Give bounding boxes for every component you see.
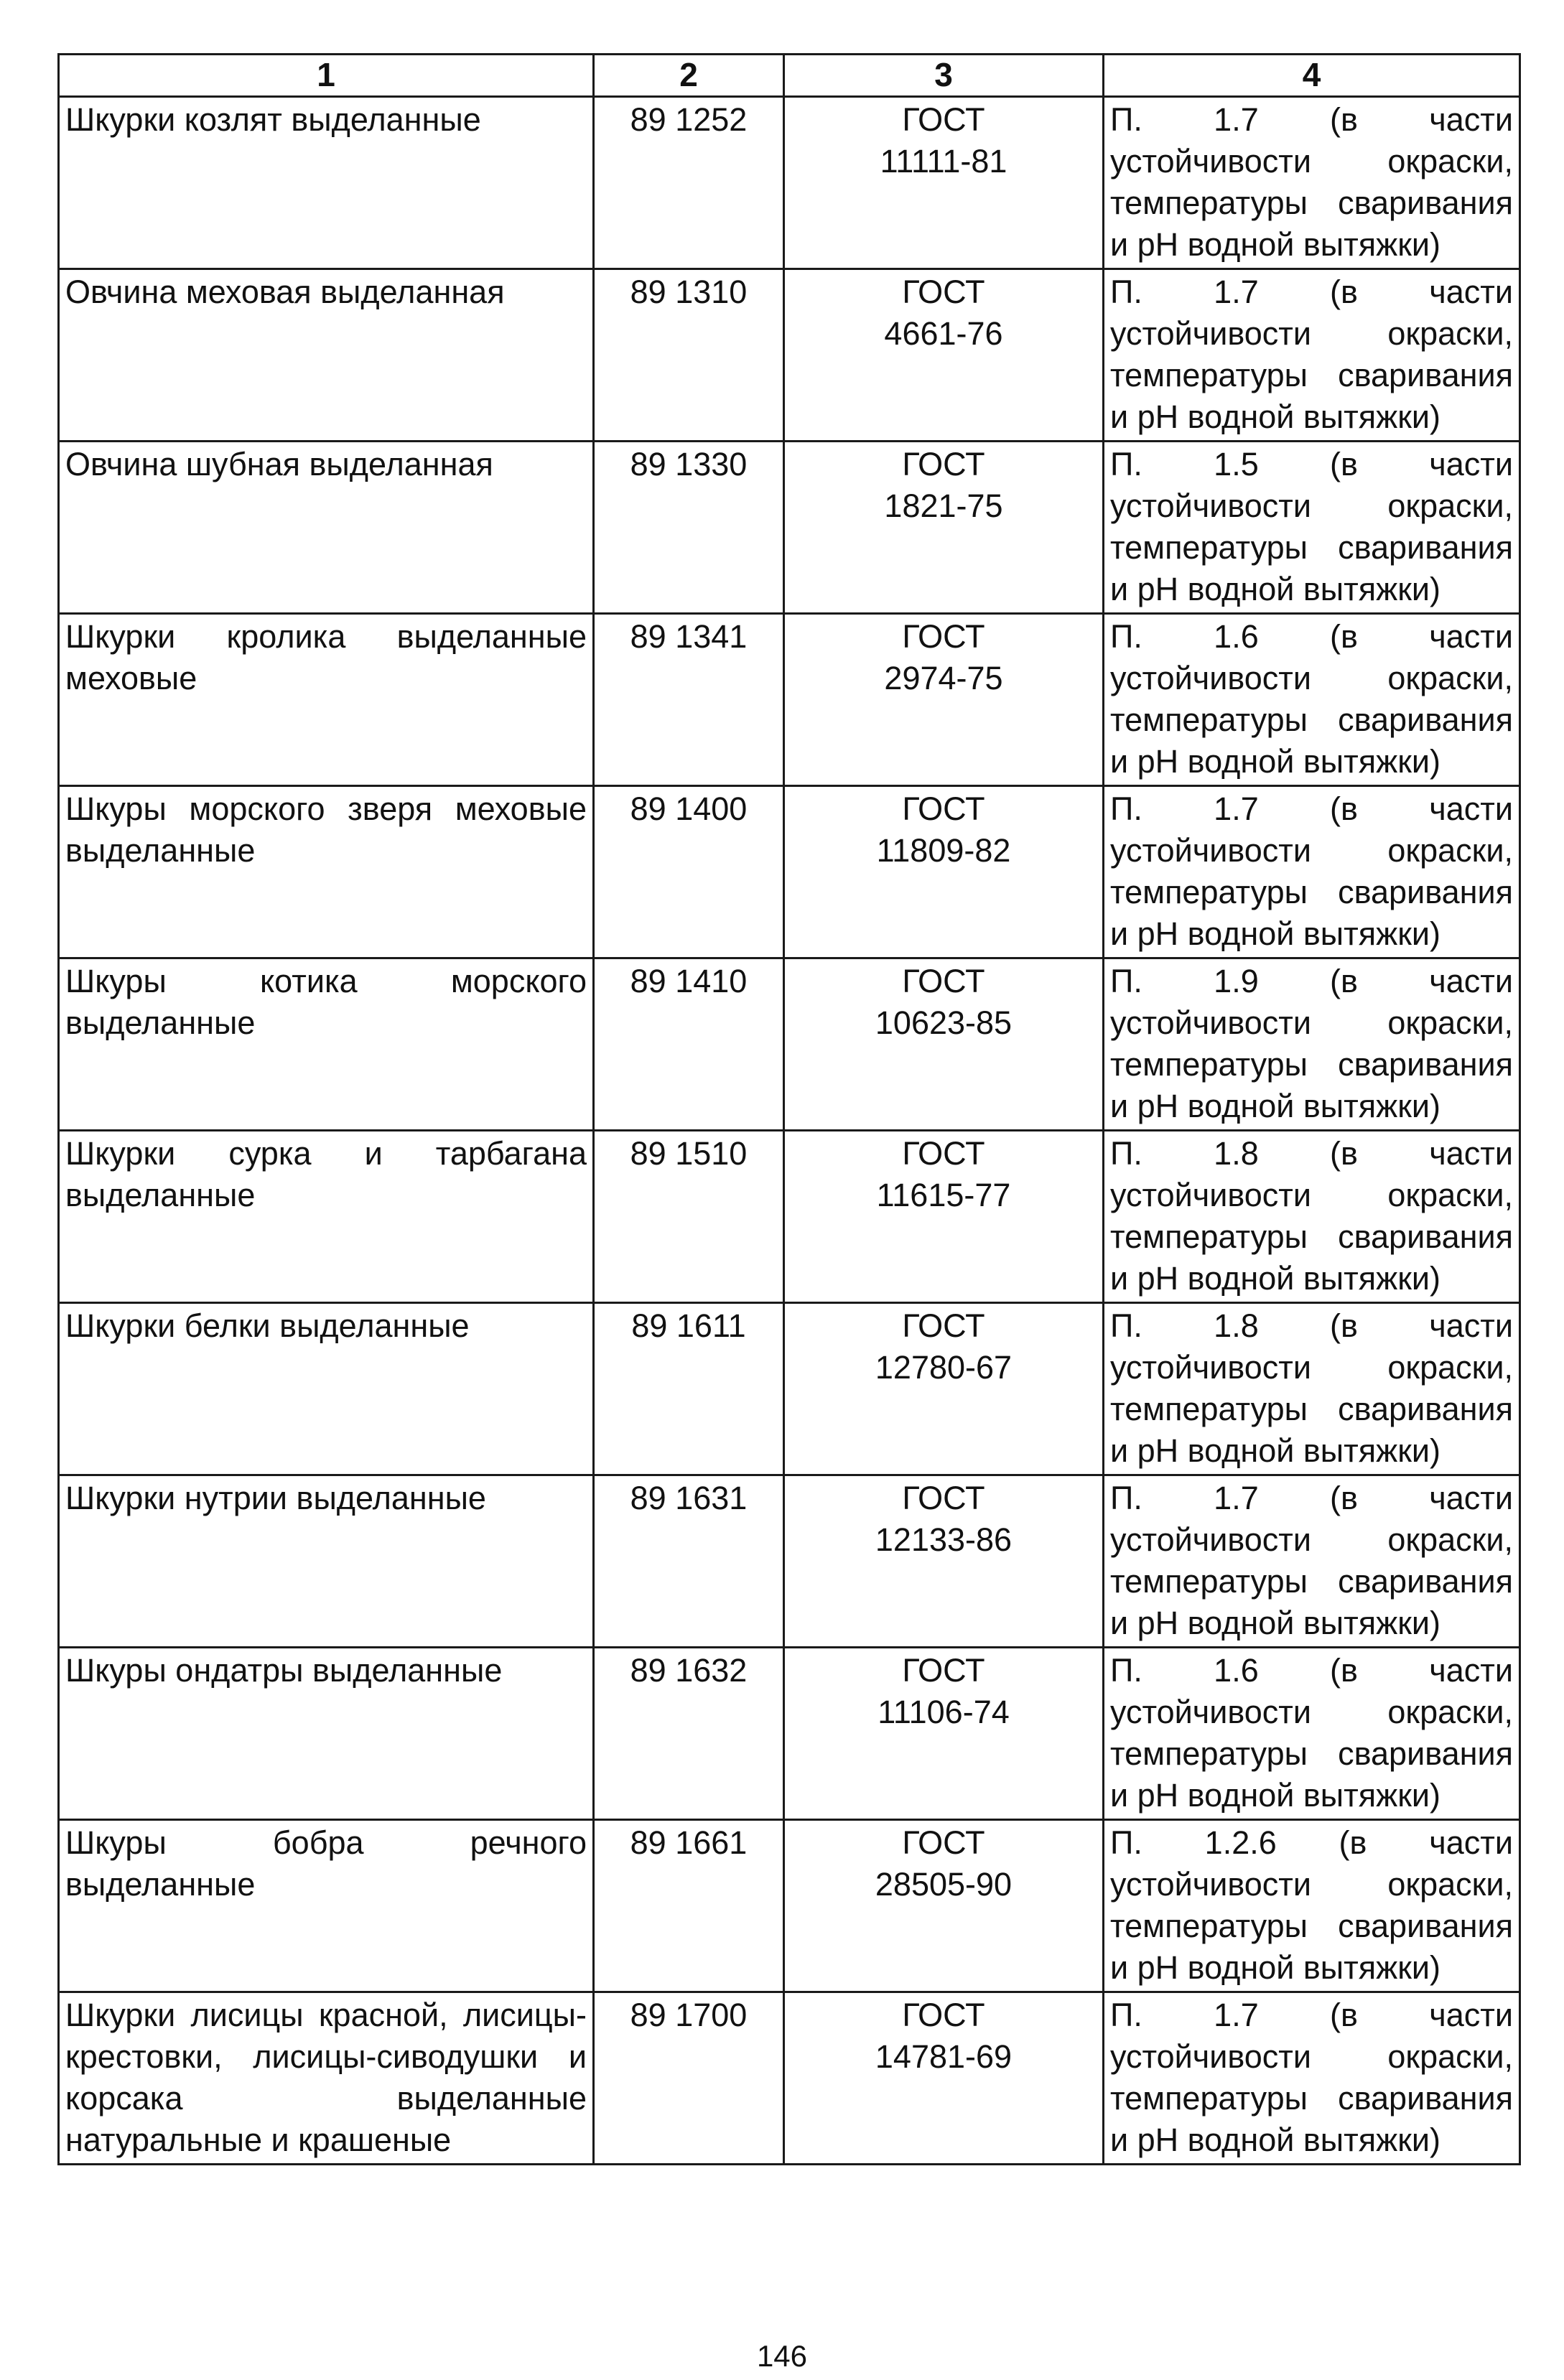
product-code-cell: 89 1611 [594,1303,784,1475]
standard-prefix: ГОСТ [902,1652,985,1689]
page-number: 146 [756,2339,808,2373]
standard-number: 2974-75 [884,660,1003,696]
product-name-cell: Шкурки кролика выделанные меховые [59,614,594,786]
requirements-cell: П. 1.5 (в части устойчивости окраски, температуры сваривания и pH водной вытяжки) [1104,442,1520,614]
standard-cell [784,1820,1104,1992]
product-code-cell: 89 1661 [594,1820,784,1992]
requirements-cell: П. 1.7 (в части устойчивости окраски, температуры сваривания и pH водной вытяжки) [1104,269,1520,442]
requirements-cell: П. 1.8 (в части устойчивости окраски, температуры сваривания и pH водной вытяжки) [1104,1303,1520,1475]
product-name-cell: Шкуры котика морского выделанные [59,958,594,1131]
product-name-cell: Шкурки козлят выделанные [59,97,594,269]
standard-prefix: ГОСТ [902,1307,985,1344]
standard-cell [784,1131,1104,1303]
product-name-cell: Шкурки сурка и тарбагана выделанные [59,1131,594,1303]
standard-prefix: ГОСТ [902,618,985,655]
standard-prefix: ГОСТ [902,446,985,482]
product-name-cell: Овчина меховая выделанная [59,269,594,442]
requirements-cell: П. 1.6 (в части устойчивости окраски, температуры сваривания и pH водной вытяжки) [1104,1648,1520,1820]
requirements-cell: П. 1.7 (в части устойчивости окраски, температуры сваривания и pH водной вытяжки) [1104,1992,1520,2165]
standard-prefix: ГОСТ [902,101,985,138]
product-code-cell: 89 1252 [594,97,784,269]
table-row [59,1303,1520,1475]
product-code-cell: 89 1632 [594,1648,784,1820]
standard-number: 11809-82 [876,832,1011,869]
product-code-cell: 89 1510 [594,1131,784,1303]
table-row [59,1820,1520,1992]
standard-number: 11615-77 [876,1177,1011,1213]
table-body [59,97,1520,2165]
standard-number: 11111-81 [880,143,1007,179]
product-name-cell: Шкурки лисицы красной, лисицы-крестовки, лисицы-сиводушки и корсака выделанные натуральные и крашеные [59,1992,594,2165]
requirements-cell: П. 1.8 (в части устойчивости окраски, температуры сваривания и pH водной вытяжки) [1104,1131,1520,1303]
product-code-cell: 89 1341 [594,614,784,786]
requirements-cell: П. 1.7 (в части устойчивости окраски, температуры сваривания и pH водной вытяжки) [1104,97,1520,269]
standard-number: 1821-75 [884,487,1003,524]
standard-cell [784,1648,1104,1820]
standard-number: 12780-67 [875,1349,1013,1386]
standard-prefix: ГОСТ [902,963,985,999]
column-header-3: 3 [784,55,1104,97]
requirements-cell: П. 1.7 (в части устойчивости окраски, температуры сваривания и pH водной вытяжки) [1104,1475,1520,1648]
table-row [59,1648,1520,1820]
product-name-cell: Шкуры морского зверя меховые выделанные [59,786,594,958]
standard-prefix: ГОСТ [902,1135,985,1172]
product-code-cell: 89 1310 [594,269,784,442]
product-code-cell: 89 1400 [594,786,784,958]
standard-cell [784,1992,1104,2165]
table-row [59,614,1520,786]
standard-cell [784,442,1104,614]
table-row [59,1992,1520,2165]
standard-cell [784,97,1104,269]
standard-prefix: ГОСТ [902,1480,985,1516]
product-name-cell: Шкуры ондатры выделанные [59,1648,594,1820]
standard-cell [784,614,1104,786]
standards-table [57,53,1521,2165]
standard-number: 4661-76 [884,315,1003,352]
requirements-cell: П. 1.9 (в части устойчивости окраски, температуры сваривания и pH водной вытяжки) [1104,958,1520,1131]
product-code-cell: 89 1700 [594,1992,784,2165]
table-row [59,442,1520,614]
requirements-cell: П. 1.2.6 (в части устойчивости окраски, температуры сваривания и pH водной вытяжки) [1104,1820,1520,1992]
product-name-cell: Шкуры бобра речного выделанные [59,1820,594,1992]
product-code-cell: 89 1330 [594,442,784,614]
table-row [59,97,1520,269]
standard-prefix: ГОСТ [902,1997,985,2033]
header-row [59,55,1520,97]
standard-cell [784,958,1104,1131]
column-header-2: 2 [594,55,784,97]
standard-prefix: ГОСТ [902,274,985,310]
standard-number: 11106-74 [878,1694,1010,1730]
product-name-cell: Шкурки нутрии выделанные [59,1475,594,1648]
table-row [59,958,1520,1131]
product-code-cell: 89 1410 [594,958,784,1131]
standard-cell [784,269,1104,442]
standard-number: 14781-69 [875,2038,1013,2075]
standard-cell [784,786,1104,958]
standard-cell [784,1475,1104,1648]
standard-number: 12133-86 [875,1521,1013,1558]
requirements-cell: П. 1.6 (в части устойчивости окраски, температуры сваривания и pH водной вытяжки) [1104,614,1520,786]
requirements-cell: П. 1.7 (в части устойчивости окраски, температуры сваривания и pH водной вытяжки) [1104,786,1520,958]
table-row [59,269,1520,442]
column-header-4: 4 [1104,55,1520,97]
column-header-1: 1 [59,55,594,97]
standard-prefix: ГОСТ [902,790,985,827]
standard-number: 10623-85 [875,1004,1013,1041]
product-code-cell: 89 1631 [594,1475,784,1648]
standard-prefix: ГОСТ [902,1824,985,1861]
product-name-cell: Шкурки белки выделанные [59,1303,594,1475]
table-row [59,786,1520,958]
table-row [59,1475,1520,1648]
standard-number: 28505-90 [875,1866,1013,1903]
table-row [59,1131,1520,1303]
standard-cell [784,1303,1104,1475]
product-name-cell: Овчина шубная выделанная [59,442,594,614]
